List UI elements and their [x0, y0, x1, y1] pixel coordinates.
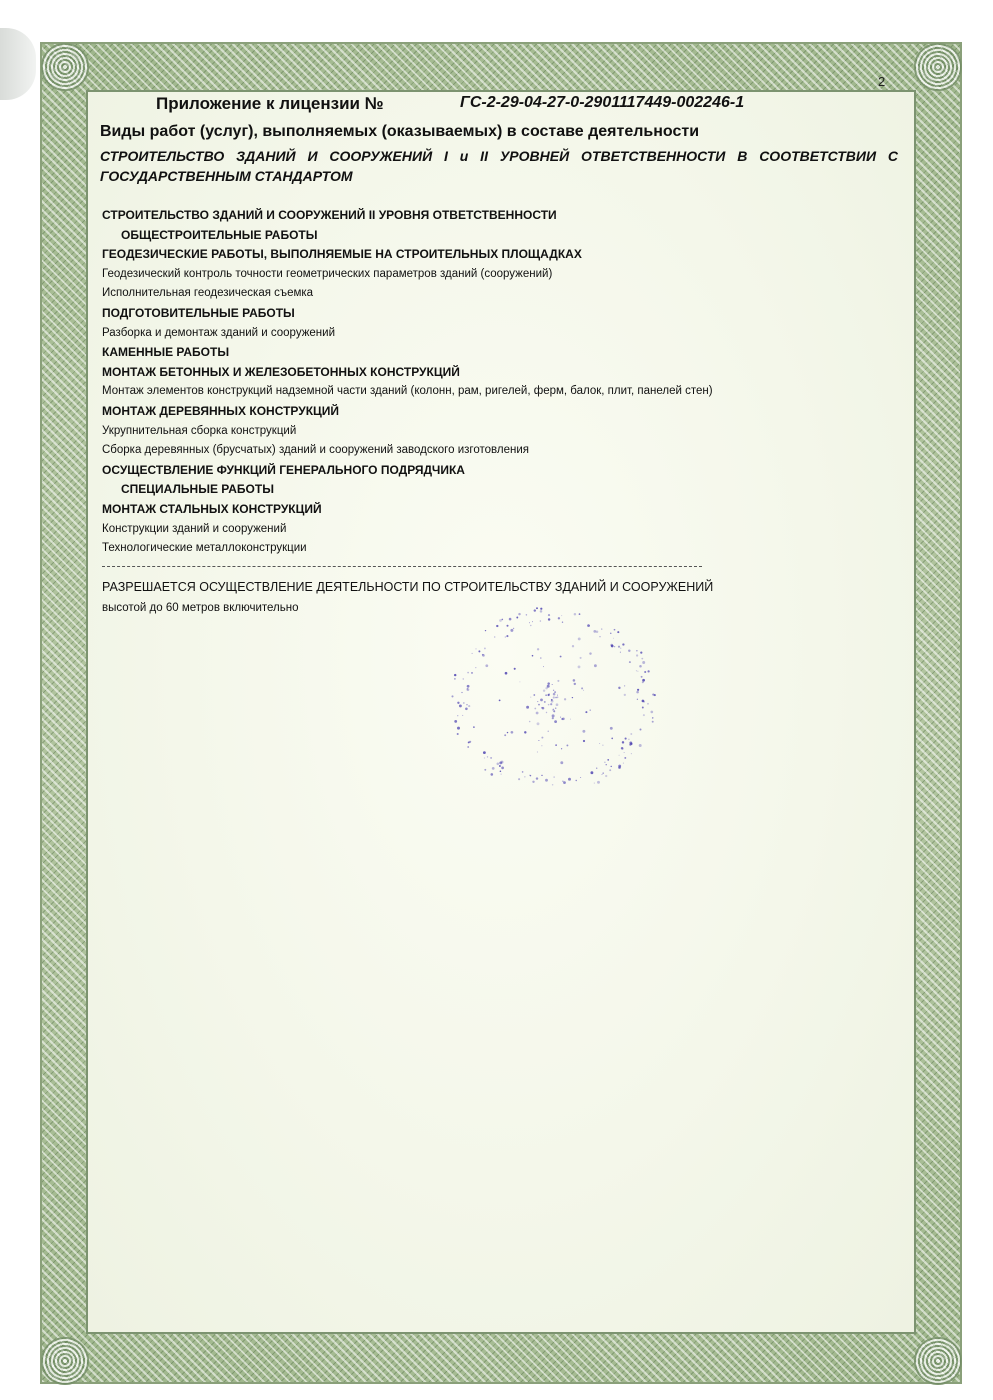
stamp-speckle [580, 777, 581, 778]
stamp-speckle [543, 666, 544, 667]
stamp-speckle [643, 701, 645, 703]
stamp-speckle [552, 714, 555, 717]
stamp-speckle [499, 765, 501, 767]
stamp-speckle [516, 617, 518, 619]
stamp-speckle [473, 726, 475, 728]
stamp-speckle [555, 707, 556, 708]
stamp-speckle [518, 613, 520, 615]
binding-clip [0, 28, 36, 100]
work-item: Конструкции зданий и сооружений [102, 522, 287, 535]
work-category: СПЕЦИАЛЬНЫЕ РАБОТЫ [121, 482, 274, 497]
stamp-speckle [468, 705, 470, 707]
stamp-speckle [578, 637, 581, 640]
stamp-speckle [529, 721, 531, 723]
stamp-speckle [583, 690, 584, 691]
work-category: КАМЕННЫЕ РАБОТЫ [102, 345, 230, 360]
stamp-speckle [484, 647, 486, 649]
stamp-speckle [590, 709, 591, 710]
stamp-speckle [542, 707, 545, 710]
stamp-speckle [530, 775, 531, 776]
stamp-speckle [611, 738, 613, 740]
stamp-speckle [544, 701, 546, 703]
stamp-speckle [610, 727, 613, 730]
stamp-speckle [581, 687, 583, 689]
stamp-speckle [641, 676, 643, 678]
stamp-speckle [454, 678, 456, 680]
stamp-speckle [575, 780, 576, 781]
stamp-speckle [548, 614, 550, 616]
stamp-speckle [537, 751, 538, 752]
stamp-speckle [533, 694, 535, 696]
stamp-speckle [540, 620, 542, 622]
page-number: 2 [878, 74, 886, 89]
stamp-speckle [574, 613, 576, 615]
stamp-speckle [629, 661, 631, 663]
stamp-speckle [620, 648, 621, 649]
stamp-speckle [636, 650, 637, 651]
stamp-speckle [602, 772, 604, 774]
stamp-speckle [538, 704, 540, 706]
dashed-separator [102, 566, 702, 567]
stamp-speckle [554, 691, 556, 693]
stamp-speckle [530, 625, 531, 626]
stamp-speckle [605, 775, 607, 777]
stamp-speckle [547, 685, 550, 688]
stamp-speckle [509, 618, 512, 621]
stamp-speckle [604, 761, 606, 763]
work-item: Исполнительная геодезическая съемка [102, 287, 314, 300]
stamp-speckle [475, 648, 476, 649]
stamp-speckle [624, 685, 625, 686]
stamp-speckle [566, 744, 568, 746]
stamp-speckle [540, 608, 542, 610]
stamp-speckle [589, 625, 590, 626]
stamp-speckle [572, 697, 573, 698]
stamp-speckle [568, 778, 571, 781]
stamp-speckle [545, 694, 547, 696]
stamp-speckle [639, 744, 642, 747]
stamp-speckle [543, 690, 545, 692]
stamp-speckle [585, 711, 587, 713]
stamp-speckle [561, 615, 562, 616]
stamp-speckle [467, 672, 469, 674]
stamp-speckle [556, 703, 559, 706]
stamp-speckle [502, 619, 504, 621]
stamp-speckle [499, 619, 502, 622]
stamp-speckle [582, 730, 585, 733]
work-category: СТРОИТЕЛЬСТВО ЗДАНИЙ И СООРУЖЕНИЙ II УРОВНЯ ОТВЕТСТВЕННОСТИ [102, 208, 557, 222]
stamp-speckle [554, 777, 555, 778]
stamp-speckle [510, 629, 513, 632]
work-item: Сборка деревянных (брусчатых) зданий и сооружений заводского изготовления [102, 444, 529, 457]
stamp-speckle [465, 707, 468, 710]
stamp-speckle [485, 664, 488, 667]
stamp-speckle [541, 745, 542, 746]
stamp-speckle [496, 625, 498, 627]
stamp-speckle [624, 757, 626, 759]
stamp-speckle [483, 751, 486, 754]
stamp-speckle [540, 657, 542, 659]
stamp-speckle [462, 715, 463, 716]
stamp-speckle [519, 681, 520, 682]
stamp-speckle [467, 685, 470, 688]
stamp-speckle [570, 719, 571, 720]
stamp-speckle [644, 671, 646, 673]
stamp-speckle [619, 755, 620, 756]
stamp-speckle [457, 702, 459, 704]
stamp-speckle [553, 690, 554, 691]
stamp-speckle [618, 646, 620, 648]
stamp-speckle [555, 697, 557, 699]
stamp-speckle [572, 645, 574, 647]
stamp-speckle [574, 683, 576, 685]
stamp-speckle [485, 630, 486, 631]
stamp-speckle [547, 682, 550, 685]
stamp-speckle [647, 703, 649, 705]
stamp-speckle [478, 650, 480, 652]
stamp-speckle [562, 781, 563, 782]
page-title: Приложение к лицензии № [156, 94, 384, 113]
stamp-speckle [606, 764, 607, 765]
stamp-speckle [610, 633, 611, 634]
stamp-speckle [484, 769, 486, 771]
stamp-speckle [530, 697, 531, 698]
stamp-speckle [560, 717, 561, 718]
stamp-speckle [557, 680, 559, 682]
work-item: Монтаж элементов конструкций надземной части зданий (колонн, рам, ригелей, ферм, балок, плит, панелей стен) [102, 385, 713, 398]
header-line [156, 94, 896, 116]
work-category: ПОДГОТОВИТЕЛЬНЫЕ РАБОТЫ [102, 305, 295, 320]
stamp-speckle [526, 614, 527, 615]
stamp-speckle [560, 761, 563, 764]
stamp-speckle [599, 636, 601, 638]
stamp-speckle [578, 665, 581, 668]
stamp-speckle [548, 704, 550, 706]
stamp-speckle [637, 689, 639, 691]
stamp-speckle [613, 638, 614, 639]
stamp-speckle [573, 679, 576, 682]
stamp-speckle [596, 631, 599, 634]
stamp-speckle [540, 610, 543, 613]
stamp-speckle [602, 774, 603, 775]
stamp-speckle [484, 757, 485, 758]
stamp-speckle [454, 720, 457, 723]
stamp-speckle [640, 652, 642, 654]
stamp-speckle [622, 741, 624, 743]
stamp-speckle [475, 667, 476, 668]
stamp-speckle [647, 670, 649, 672]
stamp-speckle [541, 775, 542, 776]
stamp-speckle [518, 778, 520, 780]
stamp-speckle [548, 694, 550, 696]
stamp-speckle [642, 707, 644, 709]
stamp-speckle [620, 652, 621, 653]
stamp-speckle [500, 771, 502, 773]
stamp-speckle [552, 784, 554, 786]
stamp-speckle [454, 674, 456, 676]
work-category: МОНТАЖ ДЕРЕВЯННЫХ КОНСТРУКЦИЙ [102, 403, 340, 418]
stamp-speckle [532, 655, 534, 657]
stamp-speckle [526, 706, 529, 709]
stamp-speckle [623, 763, 624, 764]
work-category: ОБЩЕСТРОИТЕЛЬНЫЕ РАБОТЫ [121, 227, 318, 242]
stamp-speckle [546, 712, 547, 713]
stamp-speckle [553, 709, 555, 711]
stamp-speckle [579, 613, 581, 615]
stamp-speckle [548, 731, 549, 732]
stamp-speckle [642, 661, 645, 664]
stamp-speckle [461, 692, 462, 693]
stamp-speckle [639, 665, 642, 668]
stamp-speckle [609, 769, 611, 771]
stamp-speckle [557, 695, 558, 696]
stamp-speckle [538, 740, 539, 741]
stamp-speckle [624, 752, 625, 753]
stamp-speckle [561, 748, 562, 749]
stamp-speckle [507, 732, 508, 733]
stamp-speckle [522, 771, 524, 773]
stamp-speckle [557, 696, 559, 698]
stamp-speckle [554, 720, 557, 723]
stamp-speckle [534, 708, 536, 710]
stamp-speckle [636, 654, 638, 656]
work-category: ГЕОДЕЗИЧЕСКИЕ РАБОТЫ, ВЫПОЛНЯЕМЫЕ НА СТРОИТЕЛЬНЫХ ПЛОЩАДКАХ [102, 247, 582, 262]
stamp-speckle [631, 753, 632, 754]
stamp-speckle [545, 779, 548, 782]
stamp-speckle [614, 646, 615, 647]
stamp-speckle [636, 691, 639, 694]
license-number: ГС-2-29-04-27-0-2901117449-002246-1 [460, 94, 745, 111]
stamp-speckle [514, 668, 516, 670]
stamp-speckle [499, 761, 502, 764]
stamp-speckle [617, 631, 619, 633]
stamp-speckle [553, 693, 556, 696]
stamp-speckle [501, 774, 502, 775]
stamp-speckle [597, 781, 600, 784]
stamp-speckle [636, 670, 637, 671]
stamp-speckle [563, 781, 566, 784]
stamp-speckle [628, 739, 629, 740]
stamp-speckle [511, 731, 514, 734]
stamp-speckle [467, 688, 469, 690]
stamp-speckle [494, 637, 495, 638]
stamp-speckle [611, 766, 612, 767]
work-item: Геодезический контроль точности геометрических параметров зданий (сооружений) [102, 267, 553, 280]
stamp-speckle [497, 763, 500, 766]
corner-rosette [41, 43, 89, 91]
stamp-speckle [630, 733, 632, 735]
stamp-speckle [506, 635, 508, 637]
stamp-speckle [548, 618, 550, 620]
stamp-speckle [536, 712, 539, 715]
stamp-speckle [622, 643, 624, 645]
stamp-speckle [463, 702, 465, 704]
stamp-speckle [594, 664, 597, 667]
stamp-speckle [610, 644, 613, 647]
stamp-speckle [550, 703, 552, 705]
stamp-speckle [492, 767, 495, 770]
stamp-speckle [491, 773, 494, 776]
work-category: МОНТАЖ БЕТОННЫХ И ЖЕЛЕЗОБЕТОННЫХ КОНСТРУКЦИЙ [102, 364, 460, 379]
work-category: ОСУЩЕСТВЛЕНИЕ ФУНКЦИЙ ГЕНЕРАЛЬНОГО ПОДРЯДЧИКА [102, 462, 465, 477]
stamp-speckle [451, 695, 453, 697]
stamp-speckle [537, 648, 539, 650]
stamp-speckle [513, 628, 514, 629]
stamp-speckle [487, 756, 488, 757]
stamp-speckle [624, 694, 626, 696]
stamp-speckle [532, 621, 533, 622]
stamp-speckle [580, 657, 582, 659]
stamp-speckle [457, 715, 458, 716]
stamp-speckle [505, 672, 508, 675]
stamp-speckle [642, 679, 645, 682]
stamp-speckle [654, 694, 656, 696]
stamp-speckle [468, 741, 470, 743]
stamp-speckle [471, 672, 473, 674]
stamp-speckle [652, 721, 654, 723]
stamp-speckle [630, 743, 632, 745]
stamp-speckle [457, 733, 459, 735]
stamp-speckle [472, 653, 473, 654]
stamp-speckle [560, 656, 562, 658]
stamp-speckle [625, 738, 627, 740]
stamp-speckle [534, 609, 536, 611]
stamp-speckle [537, 701, 538, 702]
stamp-speckle [553, 696, 555, 698]
stamp-speckle [590, 771, 593, 774]
stamp-speckle [505, 636, 506, 637]
stamp-speckle [643, 714, 645, 716]
stamp-speckle [628, 649, 630, 651]
stamp-speckle [589, 652, 591, 654]
stamp-speckle [614, 629, 616, 631]
stamp-speckle [618, 687, 620, 689]
stamp-speckle [621, 747, 624, 750]
stamp-speckle [555, 744, 557, 746]
stamp-speckle [463, 678, 464, 679]
stamp-speckle [637, 699, 638, 700]
stamp-speckle [552, 717, 554, 719]
stamp-speckle [551, 700, 554, 703]
stamp-speckle [564, 698, 566, 700]
stamp-speckle [501, 767, 504, 770]
stamp-speckle [537, 722, 540, 725]
stamp-speckle [524, 776, 525, 777]
stamp-speckle [583, 740, 585, 742]
stamp-speckle [457, 727, 460, 730]
stamp-speckle [482, 654, 484, 656]
stamp-speckle [640, 729, 642, 731]
stamp-speckle [524, 731, 526, 733]
stamp-speckle [618, 765, 621, 768]
stamp-speckle [594, 783, 595, 784]
stamp-speckle [536, 607, 538, 609]
stamp-speckle [650, 711, 653, 714]
stamp-speckle [532, 781, 534, 783]
stamp-speckle [596, 768, 597, 769]
stamp-speckle [601, 628, 602, 629]
stamp-speckle [562, 622, 563, 623]
stamp-speckle [602, 745, 603, 746]
stamp-speckle [506, 625, 508, 627]
stamp-speckle [536, 777, 538, 779]
stamp-speckle [561, 718, 563, 720]
stamp-speckle [459, 704, 462, 707]
corner-rosette [914, 43, 962, 91]
stamp-speckle [540, 699, 543, 702]
faded-stamp-seal [438, 600, 668, 800]
stamp-speckle [607, 759, 609, 761]
work-item: Укрупнительная сборка конструкций [102, 424, 297, 437]
stamp-speckle [466, 704, 467, 705]
stamp-speckle [641, 658, 643, 660]
stamp-speckle [552, 684, 553, 685]
stamp-speckle [554, 711, 555, 712]
work-item: Разборка и демонтаж зданий и сооружений [102, 326, 335, 339]
stamp-speckle [593, 630, 596, 633]
activity-description: СТРОИТЕЛЬСТВО ЗДАНИЙ И СООРУЖЕНИЙ I и II УРОВНЕЙ ОТВЕТСТВЕННОСТИ В СООТВЕТСТВИИ С ГОСУДАРСТВЕННЫМ СТАНДАРТОМ [100, 148, 898, 184]
stamp-speckle [637, 671, 638, 672]
stamp-speckle [504, 734, 506, 736]
stamp-speckle [652, 718, 653, 719]
stamp-speckle [467, 746, 469, 748]
works-list [102, 206, 902, 559]
stamp-speckle [499, 700, 501, 702]
subtitle: Виды работ (услуг), выполняемых (оказываемых) в составе деятельности [100, 123, 700, 140]
stamp-speckle [541, 737, 543, 739]
permission-statement: РАЗРЕШАЕТСЯ ОСУЩЕСТВЛЕНИЕ ДЕЯТЕЛЬНОСТИ ПО СТРОИТЕЛЬСТВУ ЗДАНИЙ И СООРУЖЕНИЙ [102, 580, 714, 594]
permission-height-limit: высотой до 60 метров включительно [102, 602, 299, 614]
corner-rosette [41, 1337, 89, 1385]
corner-rosette [914, 1337, 962, 1385]
stamp-speckle [490, 757, 492, 759]
work-category: МОНТАЖ СТАЛЬНЫХ КОНСТРУКЦИЙ [102, 501, 322, 516]
work-item: Технологические металлоконструкции [102, 542, 307, 555]
stamp-speckle [558, 617, 560, 619]
stamp-speckle [599, 743, 600, 744]
stamp-speckle [529, 622, 530, 623]
